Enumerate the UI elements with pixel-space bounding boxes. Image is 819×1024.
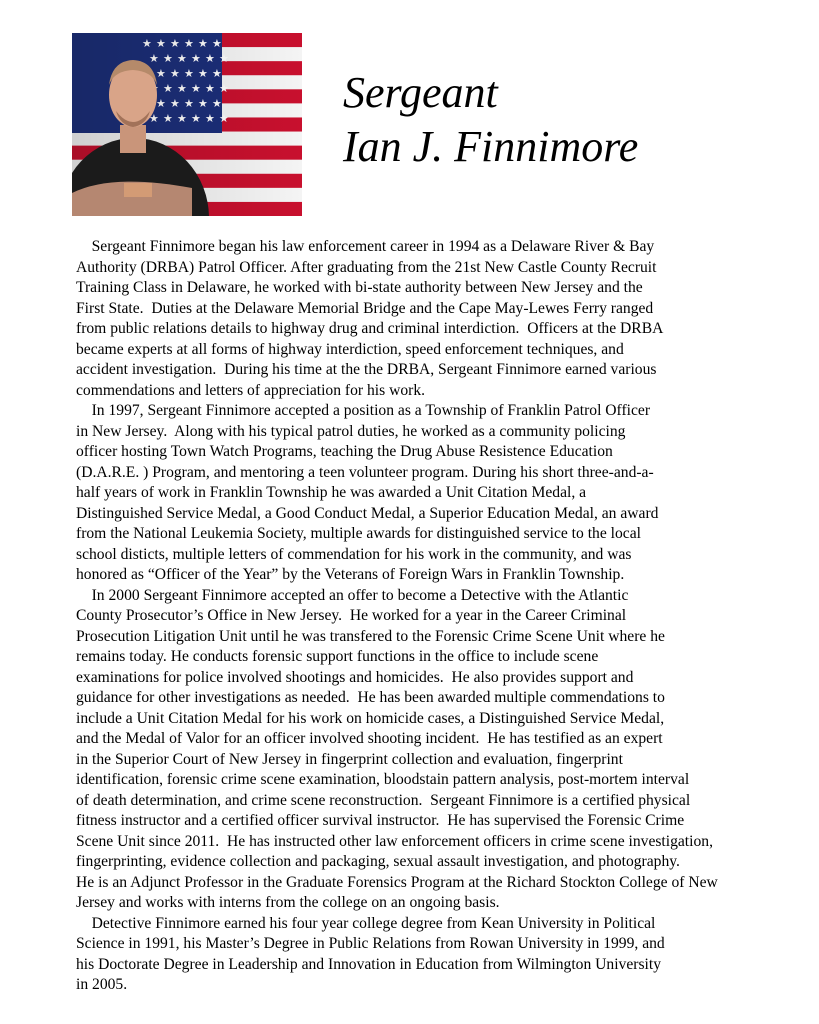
bio-line: half years of work in Franklin Township he was awarded a Unit Citation Medal, a xyxy=(76,484,587,501)
page-title xyxy=(343,66,638,174)
bio-line: Training Class in Delaware, he worked with bi-state authority between New Jersey and the xyxy=(76,279,643,296)
bio-line: and the Medal of Valor for an officer involved shooting incident. He has testified as an expert xyxy=(76,730,663,747)
bio-line: of death determination, and crime scene reconstruction. Sergeant Finnimore is a certified physical xyxy=(76,791,691,809)
biography-text xyxy=(76,237,781,996)
bio-line: from the National Leukemia Society, multiple awards for distinguished service to the local xyxy=(76,525,641,542)
bio-line: In 2000 Sergeant Finnimore accepted an offer to become a Detective with the Atlantic xyxy=(76,586,629,604)
bio-line: He is an Adjunct Professor in the Graduate Forensics Program at the Richard Stockton College of New xyxy=(76,873,718,891)
bio-line: Scene Unit since 2011. He has instructed other law enforcement officers in crime scene investigation, xyxy=(76,832,713,850)
bio-line: in the Superior Court of New Jersey in fingerprint collection and evaluation, fingerprint xyxy=(76,750,623,768)
bio-line: include a Unit Citation Medal for his work on homicide cases, a Distinguished Service Medal, xyxy=(76,709,665,727)
bio-line: Distinguished Service Medal, a Good Conduct Medal, a Superior Education Medal, an award xyxy=(76,504,659,522)
bio-line: Prosecution Litigation Unit until he was transfered to the Forensic Crime Scene Unit where he xyxy=(76,627,665,645)
title-rank: Sergeant xyxy=(343,68,498,117)
bio-line: from public relations details to highway drug and criminal interdiction. Officers at the DRBA xyxy=(76,320,664,337)
bio-line: identification, forensic crime scene examination, bloodstain pattern analysis, post-mortem interval xyxy=(76,771,690,788)
bio-line: Jersey and works with interns from the college on an ongoing basis. xyxy=(76,894,500,911)
bio-line: commendations and letters of appreciation for his work. xyxy=(76,381,426,399)
bio-line: In 1997, Sergeant Finnimore accepted a position as a Township of Franklin Patrol Officer xyxy=(76,402,651,419)
bio-line: First State. Duties at the Delaware Memorial Bridge and the Cape May-Lewes Ferry ranged xyxy=(76,299,654,317)
bio-line: in 2005. xyxy=(76,976,128,993)
bio-line: became experts at all forms of highway interdiction, speed enforcement techniques, and xyxy=(76,340,624,358)
bio-line: fitness instructor and a certified officer survival instructor. He has supervised the Forensic Crime xyxy=(76,812,685,829)
bio-line: honored as “Officer of the Year” by the Veterans of Foreign Wars in Franklin Township. xyxy=(76,566,625,583)
bio-line: accident investigation. During his time at the the DRBA, Sergeant Finnimore earned various xyxy=(76,361,657,378)
flag-portrait-image xyxy=(72,33,302,216)
bio-line: Science in 1991, his Master’s Degree in Public Relations from Rowan University in 1999, and xyxy=(76,935,665,952)
profile-photo xyxy=(72,33,302,216)
bio-line: Authority (DRBA) Patrol Officer. After graduating from the 21st New Castle County Recruit xyxy=(76,258,657,276)
bio-line: County Prosecutor’s Office in New Jersey. He worked for a year in the Career Criminal xyxy=(76,607,627,624)
bio-line: examinations for police involved shootings and homicides. He also provides support and xyxy=(76,668,634,686)
bio-line: school disticts, multiple letters of commendation for his work in the community, and was xyxy=(76,545,632,563)
bio-line: remains today. He conducts forensic support functions in the office to include scene xyxy=(76,648,599,665)
bio-line: Sergeant Finnimore began his law enforcement career in 1994 as a Delaware River & Bay xyxy=(76,238,655,255)
bio-line: fingerprinting, evidence collection and packaging, sexual assault investigation, and photography. xyxy=(76,853,680,870)
bio-line: his Doctorate Degree in Leadership and Innovation in Education from Wilmington University xyxy=(76,955,662,973)
bio-line: guidance for other investigations as needed. He has been awarded multiple commendations to xyxy=(76,689,665,706)
bio-line: in New Jersey. Along with his typical patrol duties, he worked as a community policing xyxy=(76,422,626,440)
bio-line: Detective Finnimore earned his four year college degree from Kean University in Political xyxy=(76,914,656,932)
bio-line: (D.A.R.E. ) Program, and mentoring a teen volunteer program. During his short three-and-a- xyxy=(76,463,654,481)
title-name: Ian J. Finnimore xyxy=(343,122,639,171)
bio-line: officer hosting Town Watch Programs, teaching the Drug Abuse Resistence Education xyxy=(76,443,613,460)
